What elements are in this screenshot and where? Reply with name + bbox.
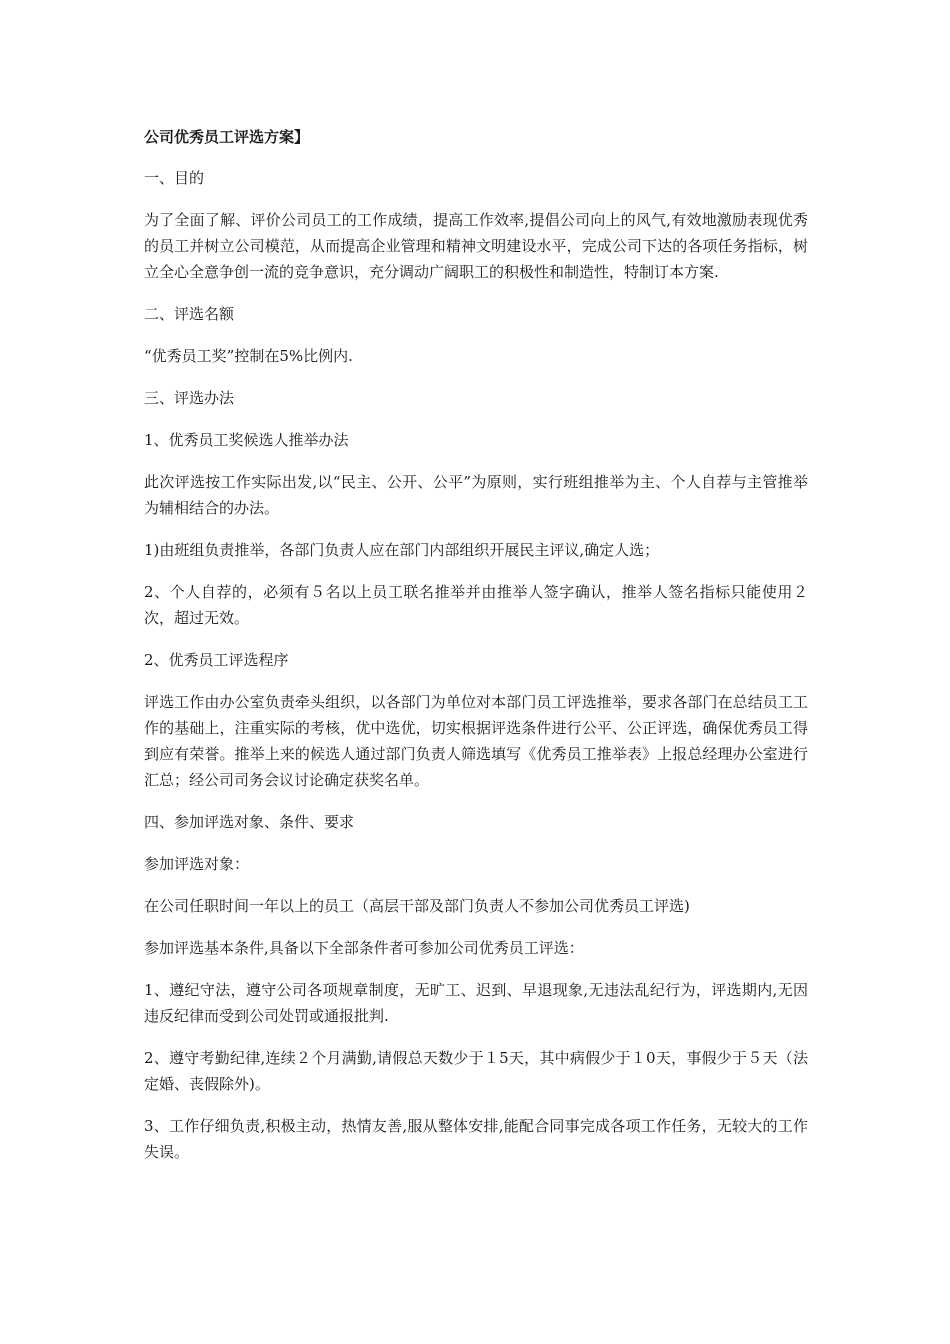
heading-eligibility: 四、参加评选对象、条件、要求 — [144, 813, 355, 831]
label-eligible-targets: 参加评选对象： — [144, 855, 250, 873]
label-basic-conditions: 参加评选基本条件,具备以下全部条件者可参加公司优秀员工评选： — [144, 939, 584, 957]
heading-purpose: 一、目的 — [144, 169, 205, 187]
condition-item-3: 3、工作仔细负责,积极主动，热情友善,服从整体安排,能配合同事完成各项工作任务，无较大的工作失误。 — [144, 1117, 808, 1161]
paragraph-purpose-body: 为了全面了解、评价公司员工的工作成绩，提高工作效率,提倡公司向上的风气,有效地激励表现优秀的员工并树立公司模范，从而提高企业管理和精神文明建设水平，完成公司下达的各项任务指标，树立全心全意争创一流的竞争意识，充分调动广阔职工的积极性和制造性，特制订本方案. — [144, 211, 808, 281]
document-page — [144, 124, 808, 1181]
condition-item-2: 2、遵守考勤纪律,连续２个月满勤,请假总天数少于１5天，其中病假少于１0天，事假少于５天（法定婚、丧假除外)。 — [144, 1049, 808, 1093]
document-title: 公司优秀员工评选方案】 — [144, 128, 310, 146]
subheading-procedure: 2、优秀员工评选程序 — [144, 651, 289, 669]
condition-item-1: 1、遵纪守法，遵守公司各项规章制度，无旷工、迟到、早退现象,无违法乱纪行为，评选期内,无因违反纪律而受到公司处罚或通报批判. — [144, 981, 808, 1025]
paragraph-procedure-body: 评选工作由办公室负责牵头组织，以各部门为单位对本部门员工评选推举，要求各部门在总结员工工作的基础上，注重实际的考核，优中选优，切实根据评选条件进行公平、公正评选，确保优秀员工得到应有荣誉。推举上来的候选人通过部门负责人筛选填写《优秀员工推举表》上报总经理办公室进行汇总；经公司司务会议讨论确定获奖名单。 — [144, 693, 808, 789]
paragraph-nomination-principle: 此次评选按工作实际出发,以“民主、公开、公平”为原则，实行班组推举为主、个人自荐与主管推举为辅相结合的办法。 — [144, 473, 808, 517]
paragraph-team-nomination: 1)由班组负责推举，各部门负责人应在部门内部组织开展民主评议,确定人选； — [144, 541, 660, 559]
subheading-nomination: 1、优秀员工奖候选人推举办法 — [144, 431, 349, 449]
paragraph-self-nomination: 2、个人自荐的，必须有５名以上员工联名推举并由推举人签字确认，推举人签名指标只能使用２次，超过无效。 — [144, 583, 808, 627]
heading-quota: 二、评选名额 — [144, 305, 235, 323]
heading-method: 三、评选办法 — [144, 389, 235, 407]
paragraph-quota-body: “优秀员工奖”控制在5%比例内. — [144, 347, 353, 365]
paragraph-eligible-targets: 在公司任职时间一年以上的员工（高层干部及部门负责人不参加公司优秀员工评选) — [144, 897, 690, 915]
